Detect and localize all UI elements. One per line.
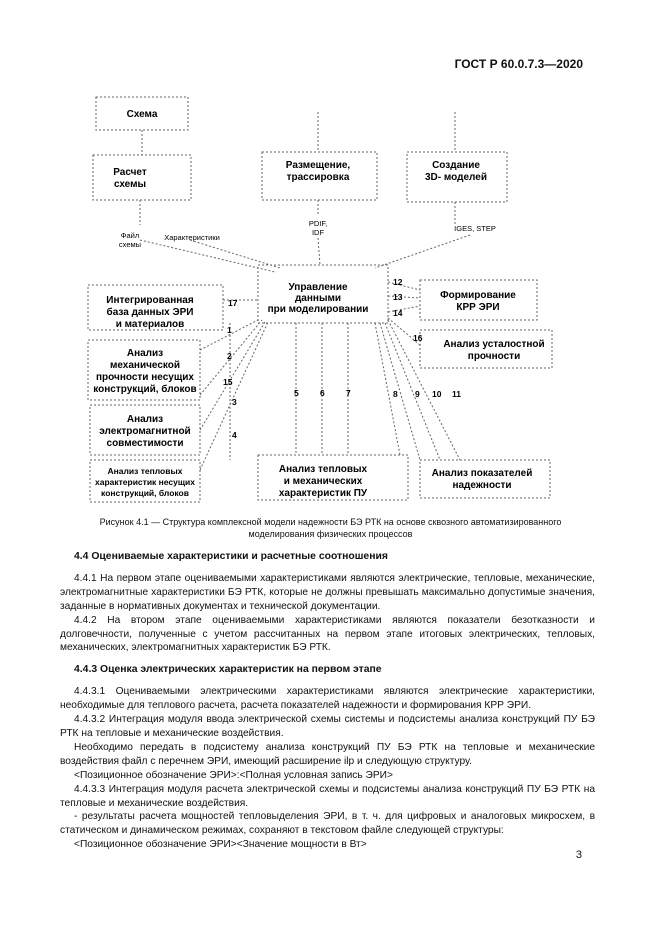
link-number-6: 6: [320, 388, 325, 398]
box-mech-line2: механической: [109, 360, 181, 371]
box-thermal-pu-line2: и механических: [283, 476, 363, 487]
link-number-12: 12: [393, 277, 403, 287]
label-characteristics: Характеристики: [164, 233, 220, 242]
caption-line1: Рисунок 4.1 — Структура комплексной модели надежности БЭ РТК на основе сквозного автоматизированного: [99, 517, 562, 527]
paragraph-4-4-3-1: 4.4.3.1 Оцениваемыми электрическими характеристиками являются электрические характеристики, необходимые для теплового расчета, расчета показателей надежности и формирования КРР ЭРИ.: [60, 686, 595, 712]
link-number-9: 9: [415, 389, 420, 399]
structure-line-2: <Позиционное обозначение ЭРИ><Значение мощности в Вт>: [74, 839, 367, 851]
box-thermal-carrier-line2: характеристик несущих: [95, 477, 195, 487]
document-header: ГОСТ Р 60.0.7.3—2020: [454, 57, 583, 71]
caption-line2: моделирования физических процессов: [248, 529, 413, 539]
link-number-5: 5: [294, 388, 299, 398]
section-heading-4-4: 4.4 Оцениваемые характеристики и расчетные соотношения: [74, 551, 388, 562]
link-number-17: 17: [228, 298, 238, 308]
paragraph-4-4-2: 4.4.2 На втором этапе оцениваемыми характеристиками являются показатели безотказности и долговечности, полученные с учетом рассчитанных на первом этапе итоговых электрических, тепловых, механических, электромагнитных характеристик БЭ РТК.: [60, 614, 595, 654]
label-file-line1: Файл: [120, 231, 140, 240]
link-number-14: 14: [393, 308, 403, 318]
label-file-line2: схемы: [118, 240, 142, 249]
section-heading-4-4-3: 4.4.3 Оценка электрических характеристик на первом этапе: [74, 664, 382, 676]
box-thermal-carrier-line3: конструкций, блоков: [101, 488, 189, 498]
box-manage-line1: Управление: [288, 282, 348, 293]
box-emc-line1: Анализ: [126, 414, 164, 425]
box-place-line2: трассировка: [286, 172, 350, 183]
box-db-line2: база данных ЭРИ: [106, 307, 194, 318]
frame-reliability: [420, 460, 550, 498]
box-reliability-line2: надежности: [452, 480, 512, 491]
paragraph-4-4-1: 4.4.1 На первом этапе оцениваемыми характеристиками являются электрические, тепловые, механические, электромагнитные характеристики БЭ РТК, которые не должны превышать максимально допустимые значения, заданные в нормативных документах и технической документации.: [60, 572, 595, 612]
box-manage-line2: данными: [294, 293, 342, 304]
box-db-line1: Интегрированная: [106, 295, 194, 306]
box-emc-line3: совместимости: [106, 438, 184, 449]
box-calc-line1: Расчет: [113, 167, 147, 178]
link-number-7: 7: [346, 388, 351, 398]
box-create-line1: Создание: [432, 160, 480, 171]
structure-line-1: <Позиционное обозначение ЭРИ>:<Полная условная запись ЭРИ>: [74, 769, 393, 781]
link-number-10: 10: [432, 389, 442, 399]
link-number-15: 15: [223, 377, 233, 387]
paragraph-results: - результаты расчета мощностей тепловыделения ЭРИ, в т. ч. для цифровых и аналоговых микросхем, в статическом и динамическом режимах, сохраняют в текстовом файле следующей структуры:: [60, 811, 595, 837]
paragraph-4-4-3-3: 4.4.3.3 Интеграция модуля расчета электрической схемы и подсистемы анализа конструкций ПУ БЭ РТК на тепловые и механические воздействия.: [60, 783, 595, 809]
box-fatigue-line2: прочности: [467, 351, 521, 362]
box-reliability-line1: Анализ показателей: [431, 468, 533, 479]
link-number-3: 3: [232, 397, 237, 407]
link-number-13: 13: [393, 292, 403, 302]
box-emc-line2: электромагнитной: [99, 426, 191, 437]
link-number-11: 11: [452, 389, 461, 399]
box-create-line2: 3D- моделей: [425, 172, 487, 183]
box-thermal-pu-line3: характеристик ПУ: [278, 488, 368, 499]
box-krr-line1: Формирование: [440, 290, 516, 301]
link-number-8: 8: [393, 389, 398, 399]
box-fatigue-line1: Анализ усталостной: [443, 339, 545, 350]
box-thermal-carrier-line1: Анализ тепловых: [107, 466, 183, 476]
link-number-1: 1: [227, 325, 232, 335]
link-number-4: 4: [232, 430, 237, 440]
figure-caption: [50, 516, 611, 540]
page-number: 3: [575, 849, 582, 861]
paragraph-4-4-3-2: 4.4.3.2 Интеграция модуля ввода электрической схемы системы и подсистемы анализа конструкций ПУ БЭ РТК на тепловые и механические воздействия.: [60, 714, 595, 739]
label-pdif: PDIF,: [308, 219, 328, 228]
box-mech-line1: Анализ: [126, 348, 164, 359]
box-krr-line2: КРР ЭРИ: [456, 302, 500, 313]
link-number-2: 2: [227, 351, 232, 361]
label-idf: IDF: [311, 228, 325, 237]
box-place-line1: Размещение,: [285, 160, 351, 171]
label-iges-step: IGES, STEP: [454, 224, 496, 233]
paragraph-transfer: Необходимо передать в подсистему анализа конструкций ПУ БЭ РТК на тепловые и механические воздействия файл с перечнем ЭРИ, имеющий расширение ilp и следующую структуру.: [60, 741, 595, 767]
box-manage-line3: при моделировании: [267, 304, 369, 315]
body-text: [60, 550, 595, 852]
box-mech-line3: прочности несущих: [96, 372, 194, 383]
box-thermal-pu-line1: Анализ тепловых: [278, 464, 368, 475]
box-scheme: Схема: [126, 109, 158, 120]
box-mech-line4: конструкций, блоков: [93, 384, 197, 395]
box-calc-line2: схемы: [113, 179, 147, 190]
box-db-line3: и материалов: [115, 319, 185, 330]
link-number-16: 16: [413, 333, 423, 343]
